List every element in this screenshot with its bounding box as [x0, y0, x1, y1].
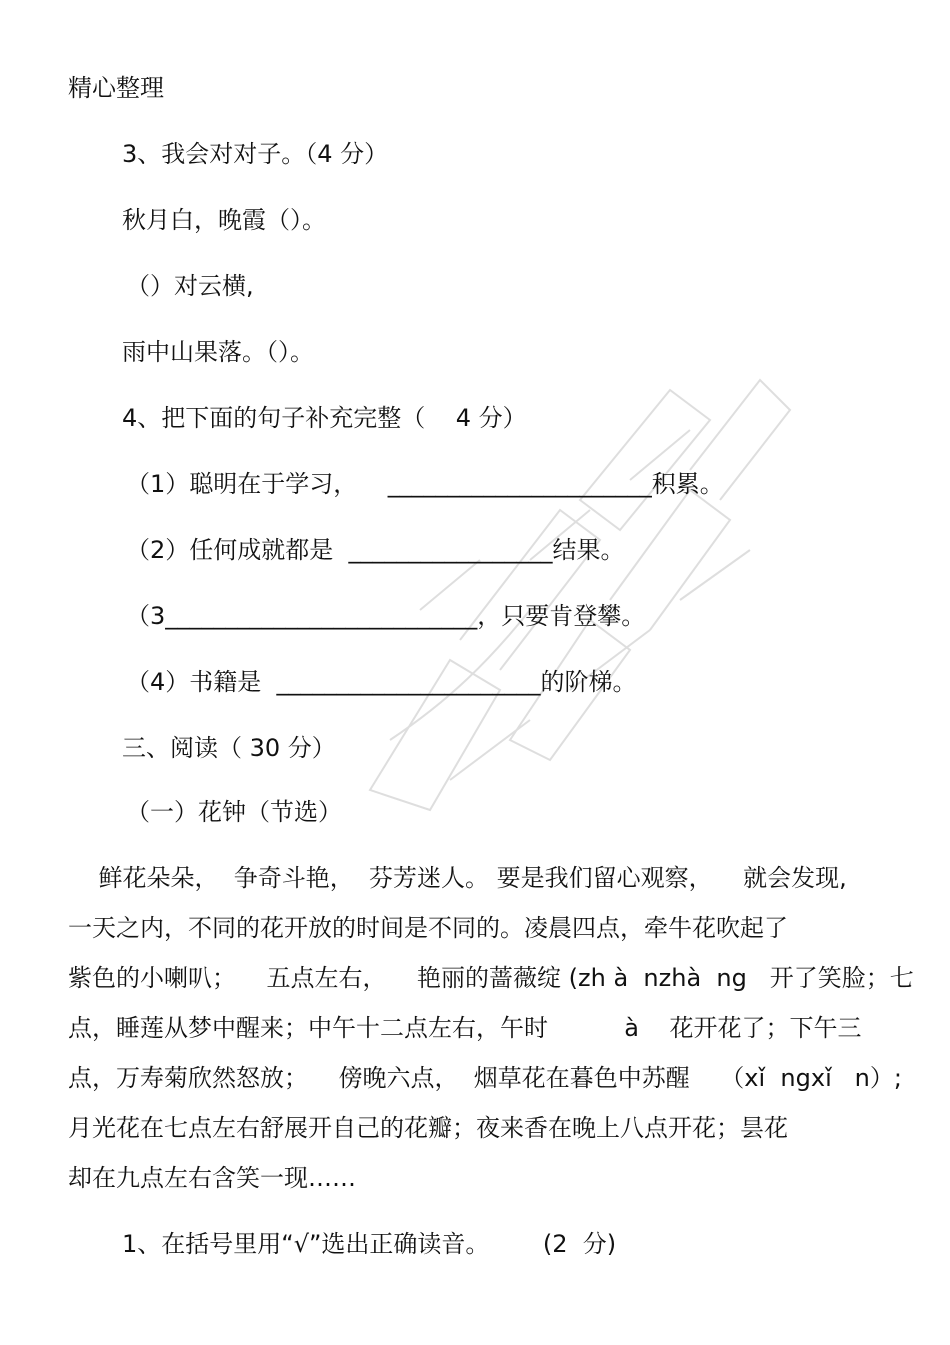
- passage-line-1: 鲜花朵朵， 争奇斗艳， 芬芳迷人。 要是我们留心观察， 就会发现,: [68, 864, 847, 892]
- q3-line-3: 雨中山果落。（）。: [122, 338, 314, 366]
- q4-item-1: （1）聪明在于学习， ______________________积累。: [126, 470, 724, 498]
- q4-item-4: （4）书籍是 ______________________的阶梯。: [126, 668, 637, 696]
- q3-title: 3、我会对对子。（4 分）: [122, 140, 389, 168]
- passage-line-4: 点，睡莲从梦中醒来；中午十二点左右，午时 à 花开花了；下午三: [68, 1014, 862, 1042]
- passage-line-2: 一天之内，不同的花开放的时间是不同的。凌晨四点，牵牛花吹起了: [68, 914, 788, 942]
- passage-line-6: 月光花在七点左右舒展开自己的花瓣；夜来香在晚上八点开花；昙花: [68, 1114, 788, 1142]
- q4-title: 4、把下面的句子补充完整（ 4 分）: [122, 404, 527, 432]
- passage-line-3: 紫色的小喇叭； 五点左右， 艳丽的蔷薇绽 (zh à nzhà ng 开了笑脸；七: [68, 964, 914, 992]
- question-1: 1、在括号里用“√”选出正确读音。 (2 分): [122, 1230, 617, 1258]
- q4-item-3: （3__________________________，只要肯登攀。: [126, 602, 646, 630]
- passage-title: （一）花钟（节选）: [126, 798, 342, 826]
- q3-line-1: 秋月白，晚霞（）。: [122, 206, 326, 234]
- page-header: 精心整理: [68, 74, 164, 102]
- q3-line-2: （）对云横,: [126, 272, 254, 300]
- passage-line-7: 却在九点左右含笑一现……: [68, 1164, 356, 1192]
- q4-item-2: （2）任何成就都是 _________________结果。: [126, 536, 625, 564]
- passage-line-5: 点，万寿菊欣然怒放； 傍晚六点， 烟草花在暮色中苏醒 （xǐ ngxǐ n）;: [68, 1064, 902, 1092]
- reading-title: 三、阅读（ 30 分）: [122, 734, 336, 762]
